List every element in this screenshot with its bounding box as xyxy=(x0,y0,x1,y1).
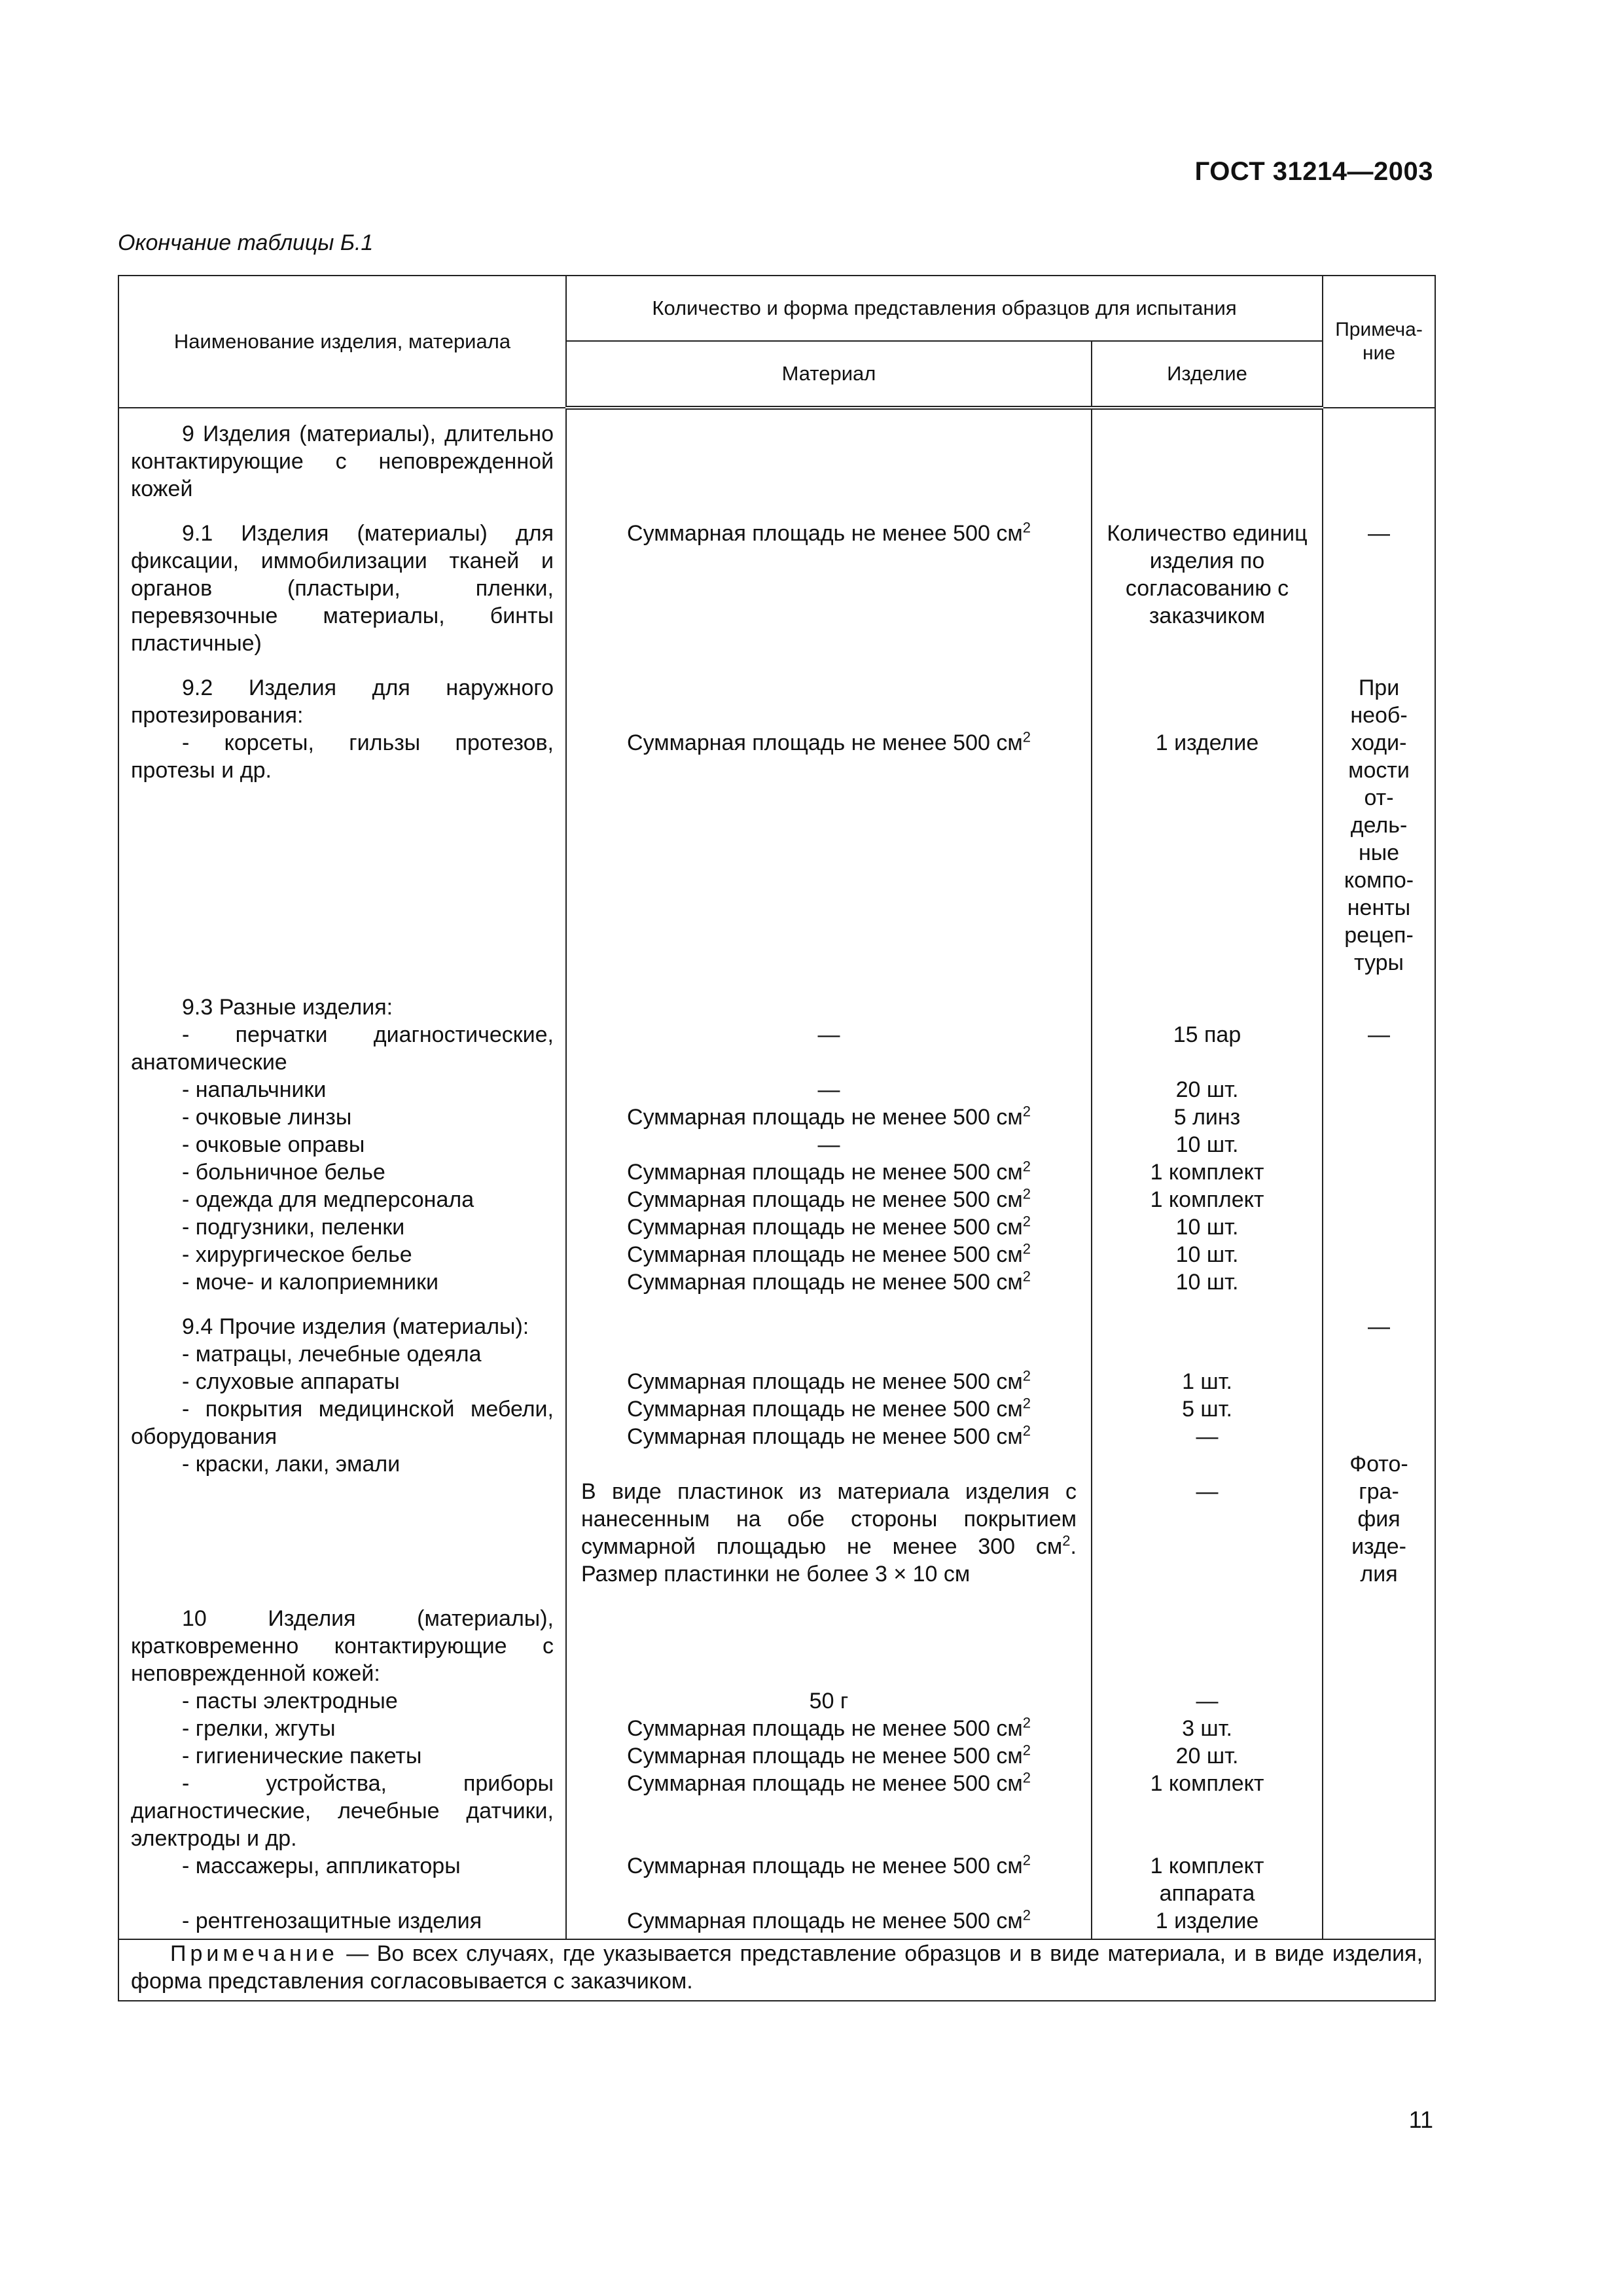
material-text: Суммарная площадь не менее 500 см xyxy=(627,1716,1023,1741)
table-caption: Окончание таблицы Б.1 xyxy=(118,230,374,255)
row-name: 9 Изделия (материалы), длительно контактирующие с неповрежденной кожей xyxy=(118,408,566,508)
material-text: Суммарная площадь не менее 500 см xyxy=(627,1397,1023,1422)
item-text: 1 комплект xyxy=(1150,1187,1264,1212)
row-subitem: - устройства, приборы диагностические, лечебные датчики, электроды и др. xyxy=(131,1771,554,1851)
item-text: 1 изделие xyxy=(1155,1909,1259,1933)
header-note: Примеча- ние xyxy=(1323,276,1435,408)
material-text: — xyxy=(817,1022,840,1047)
samples-table xyxy=(118,275,1436,2001)
item-text: 1 комплект xyxy=(1150,1771,1264,1796)
table-footnote-row xyxy=(118,1939,1435,2001)
item-text: 10 шт. xyxy=(1175,1270,1239,1295)
header-item: Изделие xyxy=(1092,341,1323,408)
item-text: — xyxy=(1196,1479,1219,1504)
table-row: 9.3 Разные изделия: - перчатки диагностические, анатомические - напальчники - очковые линзы - очковые оправы - больничное белье - одежда для медперсонала - подгузники, пеленки - хирургическое белье - моче- и калоприемники — — Суммарная площадь не менее 500 $см^2$ — Суммарная площадь не менее 500 $см^2$ Суммарная площадь не менее 500 $см^2$ Суммарная площадь не менее 500 $см^2$ Суммарная площадь не менее 500 $см^2$ Суммарная площадь не менее 500 $см^2$ 15 пар 20 шт. 5 линз 10 шт. 1 комплект 1 комплект 10 шт. 10 шт. 10 шт. — xyxy=(118,982,1435,1301)
material-text: 50 г xyxy=(809,1689,849,1713)
row-subitem: - очковые оправы xyxy=(182,1132,365,1157)
note-text: При необ- ходи- мости от- дель- ные компо- ненты рецеп- туры xyxy=(1323,662,1435,982)
item-text: 10 шт. xyxy=(1175,1242,1239,1267)
material-text: . Размер пластинки не более 3 × 10 см xyxy=(581,1534,1077,1587)
material-text: Суммарная площадь не менее 500 см xyxy=(627,521,1023,546)
row-subitem: - матрацы, лечебные одеяла xyxy=(182,1342,482,1367)
item-text: — xyxy=(1196,1424,1219,1449)
material-text: — xyxy=(817,1077,840,1102)
table-row: 10 Изделия (материалы), кратковременно контактирующие с неповрежденной кожей: - пасты электродные - грелки, жгуты - гигиенические пакеты - устройства, приборы диагностические, лечебные датчики, электроды и др. - массажеры, аппликаторы - рентгенозащитные изделия 50 г Суммарная площадь не менее 500 $см^2$ Суммарная площадь не менее 500 $см^2$ Суммарная площадь не менее 500 $см^2$ Суммарная площадь не менее 500 $см^2$ Суммарная площадь не менее 500 $см^2$ — 3 шт. 20 шт. 1 комплект 1 комплект аппарата 1 изделие xyxy=(118,1593,1435,1939)
row-name: 9.3 Разные изделия: xyxy=(182,995,393,1020)
material-text: Суммарная площадь не менее 500 см xyxy=(627,1160,1023,1185)
row-subitem: - больничное белье xyxy=(182,1160,385,1185)
material-text: Суммарная площадь не менее 500 см xyxy=(627,730,1023,755)
item-text: 1 шт. xyxy=(1182,1369,1232,1394)
table-row xyxy=(118,408,1435,508)
item-text: 5 шт. xyxy=(1182,1397,1232,1422)
note-text: — xyxy=(1323,508,1435,662)
header-material: Материал xyxy=(566,341,1092,408)
item-text: 1 комплект xyxy=(1150,1160,1264,1185)
material-text: Суммарная площадь не менее 500 см xyxy=(627,1369,1023,1394)
item-text: 15 пар xyxy=(1173,1022,1241,1047)
material-text: Суммарная площадь не менее 500 см xyxy=(627,1105,1023,1130)
table-row: 9.2 Изделия для наружного протезирования: - корсеты, гильзы протезов, протезы и др. Суммарная площадь не менее 500 $см^2$ 1 изделие При необ- ходи- мости от- дель- ные компо- ненты рецеп- туры xyxy=(118,662,1435,982)
row-name: 9.1 Изделия (материалы) для фиксации, иммобилизации тканей и органов (пластыри, пленки, перевязочные материалы, бинты пластичные) xyxy=(118,508,566,662)
item-text: 3 шт. xyxy=(1182,1716,1232,1741)
item-text: — xyxy=(1196,1689,1219,1713)
material-text: Суммарная площадь не менее 500 см xyxy=(627,1909,1023,1933)
row-subitem: - грелки, жгуты xyxy=(182,1716,336,1741)
document-code: ГОСТ 31214—2003 xyxy=(1194,157,1433,186)
item-text: 1 комплект аппарата xyxy=(1150,1854,1264,1906)
material-text: Суммарная площадь не менее 500 см xyxy=(627,1424,1023,1449)
row-name: 10 Изделия (материалы), кратковременно контактирующие с неповрежденной кожей: xyxy=(131,1606,554,1686)
material-text: В виде пластинок из материала изделия с нанесенным на обе стороны покрытием суммарной площадью не менее 300 см xyxy=(581,1479,1077,1559)
row-subitem: - гигиенические пакеты xyxy=(182,1744,422,1768)
material-text: Суммарная площадь не менее 500 см xyxy=(627,1270,1023,1295)
row-subitem: - массажеры, аппликаторы xyxy=(182,1854,461,1878)
material-text: Суммарная площадь не менее 500 см xyxy=(627,1854,1023,1878)
row-subitem: - напальчники xyxy=(182,1077,327,1102)
footnote-text: — Во всех случаях, где указывается представление образцов и в виде материала, и в виде изделия, форма представления согласовывается с заказчиком. xyxy=(131,1941,1423,1994)
note-text: — xyxy=(1368,1314,1391,1339)
item-text: 5 линз xyxy=(1173,1105,1241,1130)
row-subitem: - пасты электродные xyxy=(182,1689,398,1713)
footnote xyxy=(118,1939,1435,2001)
item-text: 10 шт. xyxy=(1175,1132,1239,1157)
material-text: Суммарная площадь не менее 500 см xyxy=(627,1744,1023,1768)
row-subitem: - корсеты, гильзы протезов, протезы и др. xyxy=(131,730,554,783)
footnote-label: Примечание xyxy=(170,1941,338,1966)
row-subitem: - хирургическое белье xyxy=(182,1242,412,1267)
material-text: Суммарная площадь не менее 500 см xyxy=(627,1187,1023,1212)
row-subitem: - слуховые аппараты xyxy=(182,1369,400,1394)
note-text: Фото- гра- фия изде- лия xyxy=(1349,1452,1408,1587)
row-subitem: - очковые линзы xyxy=(182,1105,352,1130)
item-text: 20 шт. xyxy=(1175,1077,1239,1102)
material-text: — xyxy=(817,1132,840,1157)
row-subitem: - покрытия медицинской мебели, оборудования xyxy=(131,1397,554,1449)
table-row: 9.4 Прочие изделия (материалы): - матрацы, лечебные одеяла - слуховые аппараты - покрытия медицинской мебели, оборудования - краски, лаки, эмали Суммарная площадь не менее 500 $см^2$ Суммарная площадь не менее 500 $см^2$ Суммарная площадь не менее 500 $см^2$ В виде пластинок из материала изделия с нанесенным на обе стороны покрытием суммарной площадью не менее 300 $см^2$. Размер пластинки не более 3 × 10 см 1 шт. 5 шт. — — — Фото- гра- фия изде- лия xyxy=(118,1301,1435,1593)
material-text: Суммарная площадь не менее 500 см xyxy=(627,1771,1023,1796)
row-subitem: - краски, лаки, эмали xyxy=(182,1452,401,1477)
item-text: Количество единиц изделия по согласованию с заказчиком xyxy=(1092,508,1323,662)
item-text: 10 шт. xyxy=(1175,1215,1239,1240)
row-subitem: - одежда для медперсонала xyxy=(182,1187,474,1212)
row-subitem: - моче- и калоприемники xyxy=(182,1270,439,1295)
material-text: Суммарная площадь не менее 500 см xyxy=(627,1242,1023,1267)
table-row: 9.1 Изделия (материалы) для фиксации, иммобилизации тканей и органов (пластыри, пленки, перевязочные материалы, бинты пластичные) Суммарная площадь не менее 500 $см^2$ Количество единиц изделия по согласованию с заказчиком — xyxy=(118,508,1435,662)
note-text: — xyxy=(1323,982,1435,1301)
item-text: 1 изделие xyxy=(1092,662,1323,982)
row-name: 9.2 Изделия для наружного протезирования: xyxy=(131,675,554,728)
header-group: Количество и форма представления образцов для испытания xyxy=(566,276,1323,341)
row-name: 9.4 Прочие изделия (материалы): xyxy=(182,1314,529,1339)
header-name: Наименование изделия, материала xyxy=(118,276,566,408)
page-number: 11 xyxy=(1408,2106,1433,2133)
row-subitem: - перчатки диагностические, анатомические xyxy=(131,1022,554,1075)
item-text: 20 шт. xyxy=(1175,1744,1239,1768)
row-subitem: - подгузники, пеленки xyxy=(182,1215,405,1240)
row-subitem: - рентгенозащитные изделия xyxy=(182,1909,482,1933)
material-text: Суммарная площадь не менее 500 см xyxy=(627,1215,1023,1240)
